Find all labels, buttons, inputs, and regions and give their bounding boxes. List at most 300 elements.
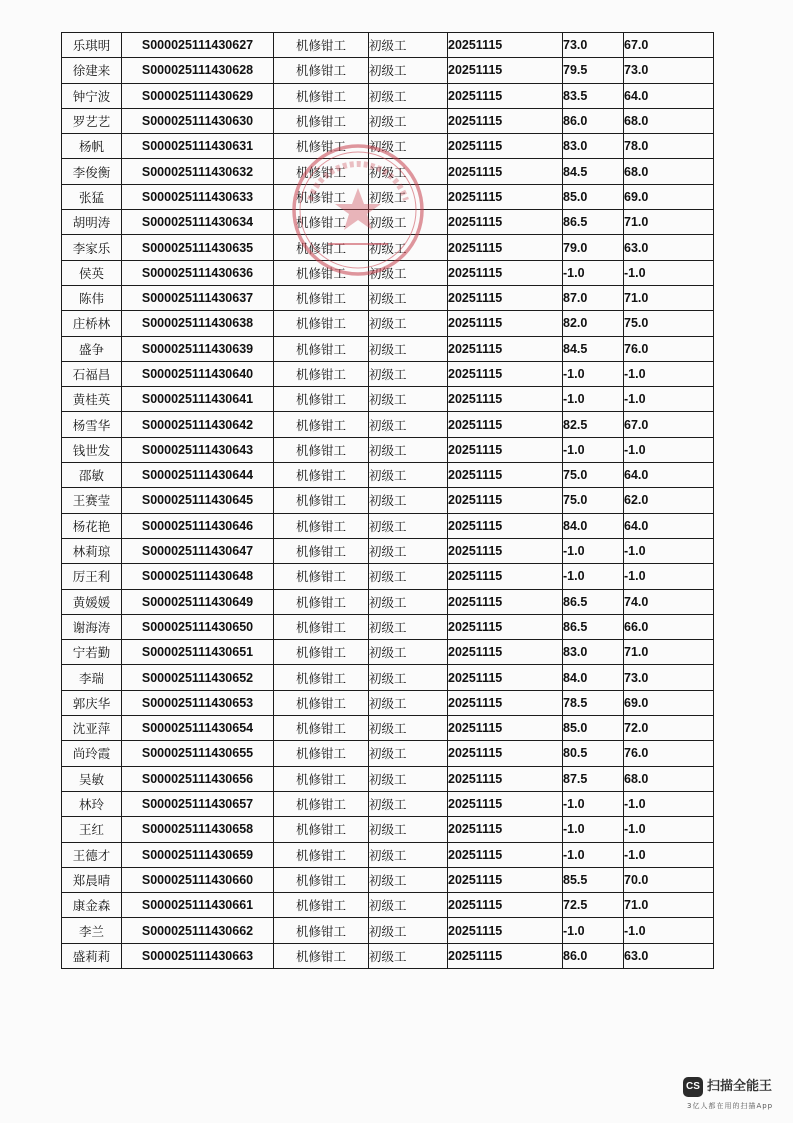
table-row bbox=[62, 918, 714, 943]
table-row bbox=[62, 867, 714, 892]
table-row bbox=[62, 260, 714, 285]
score-1-cell: 86.5 bbox=[563, 210, 624, 235]
level-cell: 初级工 bbox=[369, 918, 448, 943]
exam-date-cell: 20251115 bbox=[448, 463, 563, 488]
exam-id-cell: S000025111430661 bbox=[122, 893, 274, 918]
exam-date-cell: 20251115 bbox=[448, 690, 563, 715]
occupation-cell: 机修钳工 bbox=[274, 437, 369, 462]
exam-id-cell: S000025111430632 bbox=[122, 159, 274, 184]
occupation-cell: 机修钳工 bbox=[274, 260, 369, 285]
table-row bbox=[62, 108, 714, 133]
score-1-cell: 79.0 bbox=[563, 235, 624, 260]
name-cell: 李瑞 bbox=[62, 665, 122, 690]
exam-date-cell: 20251115 bbox=[448, 766, 563, 791]
score-2-cell: 70.0 bbox=[624, 867, 714, 892]
level-cell: 初级工 bbox=[369, 513, 448, 538]
score-2-cell: -1.0 bbox=[624, 361, 714, 386]
exam-id-cell: S000025111430627 bbox=[122, 33, 274, 58]
exam-id-cell: S000025111430663 bbox=[122, 943, 274, 968]
cs-scanner-logo-icon: CS bbox=[683, 1077, 703, 1097]
table-row bbox=[62, 893, 714, 918]
score-2-cell: -1.0 bbox=[624, 538, 714, 563]
score-2-cell: 76.0 bbox=[624, 336, 714, 361]
table-row bbox=[62, 564, 714, 589]
exam-id-cell: S000025111430642 bbox=[122, 412, 274, 437]
exam-date-cell: 20251115 bbox=[448, 893, 563, 918]
score-2-cell: -1.0 bbox=[624, 387, 714, 412]
occupation-cell: 机修钳工 bbox=[274, 108, 369, 133]
exam-id-cell: S000025111430628 bbox=[122, 58, 274, 83]
exam-date-cell: 20251115 bbox=[448, 488, 563, 513]
scanner-app-slogan: 3亿人都在用的扫描App bbox=[687, 1102, 774, 1110]
score-1-cell: -1.0 bbox=[563, 918, 624, 943]
score-1-cell: 87.5 bbox=[563, 766, 624, 791]
score-1-cell: -1.0 bbox=[563, 817, 624, 842]
exam-date-cell: 20251115 bbox=[448, 791, 563, 816]
exam-id-cell: S000025111430652 bbox=[122, 665, 274, 690]
table-row bbox=[62, 488, 714, 513]
score-1-cell: -1.0 bbox=[563, 437, 624, 462]
score-1-cell: 73.0 bbox=[563, 33, 624, 58]
occupation-cell: 机修钳工 bbox=[274, 640, 369, 665]
results-table bbox=[61, 32, 714, 969]
level-cell: 初级工 bbox=[369, 716, 448, 741]
exam-id-cell: S000025111430629 bbox=[122, 83, 274, 108]
exam-id-cell: S000025111430650 bbox=[122, 614, 274, 639]
exam-date-cell: 20251115 bbox=[448, 33, 563, 58]
table-row bbox=[62, 842, 714, 867]
table-row bbox=[62, 235, 714, 260]
score-1-cell: -1.0 bbox=[563, 842, 624, 867]
score-2-cell: 76.0 bbox=[624, 741, 714, 766]
table-row bbox=[62, 690, 714, 715]
occupation-cell: 机修钳工 bbox=[274, 893, 369, 918]
occupation-cell: 机修钳工 bbox=[274, 589, 369, 614]
name-cell: 李兰 bbox=[62, 918, 122, 943]
exam-id-cell: S000025111430634 bbox=[122, 210, 274, 235]
occupation-cell: 机修钳工 bbox=[274, 412, 369, 437]
level-cell: 初级工 bbox=[369, 159, 448, 184]
occupation-cell: 机修钳工 bbox=[274, 285, 369, 310]
exam-id-cell: S000025111430630 bbox=[122, 108, 274, 133]
name-cell: 黄媛媛 bbox=[62, 589, 122, 614]
exam-id-cell: S000025111430657 bbox=[122, 791, 274, 816]
name-cell: 郭庆华 bbox=[62, 690, 122, 715]
score-1-cell: -1.0 bbox=[563, 791, 624, 816]
occupation-cell: 机修钳工 bbox=[274, 488, 369, 513]
exam-id-cell: S000025111430646 bbox=[122, 513, 274, 538]
table-row bbox=[62, 766, 714, 791]
score-1-cell: 79.5 bbox=[563, 58, 624, 83]
name-cell: 尚玲霞 bbox=[62, 741, 122, 766]
exam-date-cell: 20251115 bbox=[448, 716, 563, 741]
score-2-cell: 66.0 bbox=[624, 614, 714, 639]
table-row bbox=[62, 943, 714, 968]
level-cell: 初级工 bbox=[369, 791, 448, 816]
score-1-cell: 80.5 bbox=[563, 741, 624, 766]
occupation-cell: 机修钳工 bbox=[274, 387, 369, 412]
table-row bbox=[62, 538, 714, 563]
score-2-cell: 64.0 bbox=[624, 83, 714, 108]
name-cell: 侯英 bbox=[62, 260, 122, 285]
exam-date-cell: 20251115 bbox=[448, 387, 563, 412]
score-1-cell: 78.5 bbox=[563, 690, 624, 715]
exam-id-cell: S000025111430644 bbox=[122, 463, 274, 488]
level-cell: 初级工 bbox=[369, 387, 448, 412]
table-row bbox=[62, 665, 714, 690]
exam-date-cell: 20251115 bbox=[448, 412, 563, 437]
level-cell: 初级工 bbox=[369, 33, 448, 58]
exam-id-cell: S000025111430655 bbox=[122, 741, 274, 766]
exam-date-cell: 20251115 bbox=[448, 918, 563, 943]
exam-date-cell: 20251115 bbox=[448, 640, 563, 665]
level-cell: 初级工 bbox=[369, 463, 448, 488]
name-cell: 杨帆 bbox=[62, 134, 122, 159]
level-cell: 初级工 bbox=[369, 184, 448, 209]
level-cell: 初级工 bbox=[369, 614, 448, 639]
occupation-cell: 机修钳工 bbox=[274, 361, 369, 386]
name-cell: 庄桥林 bbox=[62, 311, 122, 336]
score-1-cell: 85.0 bbox=[563, 184, 624, 209]
exam-date-cell: 20251115 bbox=[448, 817, 563, 842]
score-1-cell: -1.0 bbox=[563, 387, 624, 412]
name-cell: 王红 bbox=[62, 817, 122, 842]
exam-id-cell: S000025111430637 bbox=[122, 285, 274, 310]
score-2-cell: 68.0 bbox=[624, 159, 714, 184]
exam-id-cell: S000025111430639 bbox=[122, 336, 274, 361]
table-row bbox=[62, 513, 714, 538]
name-cell: 厉王利 bbox=[62, 564, 122, 589]
table-row bbox=[62, 741, 714, 766]
exam-date-cell: 20251115 bbox=[448, 210, 563, 235]
table-row bbox=[62, 210, 714, 235]
occupation-cell: 机修钳工 bbox=[274, 690, 369, 715]
exam-date-cell: 20251115 bbox=[448, 437, 563, 462]
exam-id-cell: S000025111430649 bbox=[122, 589, 274, 614]
score-2-cell: 68.0 bbox=[624, 108, 714, 133]
score-2-cell: -1.0 bbox=[624, 791, 714, 816]
score-2-cell: 73.0 bbox=[624, 665, 714, 690]
score-1-cell: 83.0 bbox=[563, 134, 624, 159]
occupation-cell: 机修钳工 bbox=[274, 184, 369, 209]
exam-date-cell: 20251115 bbox=[448, 867, 563, 892]
score-1-cell: 84.0 bbox=[563, 665, 624, 690]
exam-id-cell: S000025111430648 bbox=[122, 564, 274, 589]
table-row bbox=[62, 285, 714, 310]
name-cell: 康金森 bbox=[62, 893, 122, 918]
occupation-cell: 机修钳工 bbox=[274, 235, 369, 260]
name-cell: 李家乐 bbox=[62, 235, 122, 260]
occupation-cell: 机修钳工 bbox=[274, 513, 369, 538]
name-cell: 沈亚萍 bbox=[62, 716, 122, 741]
exam-date-cell: 20251115 bbox=[448, 538, 563, 563]
level-cell: 初级工 bbox=[369, 665, 448, 690]
score-2-cell: 64.0 bbox=[624, 513, 714, 538]
level-cell: 初级工 bbox=[369, 538, 448, 563]
occupation-cell: 机修钳工 bbox=[274, 918, 369, 943]
name-cell: 邵敏 bbox=[62, 463, 122, 488]
exam-date-cell: 20251115 bbox=[448, 83, 563, 108]
level-cell: 初级工 bbox=[369, 58, 448, 83]
score-1-cell: 85.0 bbox=[563, 716, 624, 741]
name-cell: 谢海涛 bbox=[62, 614, 122, 639]
score-1-cell: 75.0 bbox=[563, 463, 624, 488]
exam-date-cell: 20251115 bbox=[448, 260, 563, 285]
occupation-cell: 机修钳工 bbox=[274, 159, 369, 184]
name-cell: 钱世发 bbox=[62, 437, 122, 462]
exam-date-cell: 20251115 bbox=[448, 589, 563, 614]
level-cell: 初级工 bbox=[369, 83, 448, 108]
score-2-cell: 69.0 bbox=[624, 690, 714, 715]
score-1-cell: -1.0 bbox=[563, 564, 624, 589]
exam-id-cell: S000025111430659 bbox=[122, 842, 274, 867]
score-2-cell: 71.0 bbox=[624, 285, 714, 310]
level-cell: 初级工 bbox=[369, 817, 448, 842]
occupation-cell: 机修钳工 bbox=[274, 791, 369, 816]
exam-date-cell: 20251115 bbox=[448, 665, 563, 690]
occupation-cell: 机修钳工 bbox=[274, 766, 369, 791]
exam-id-cell: S000025111430636 bbox=[122, 260, 274, 285]
level-cell: 初级工 bbox=[369, 311, 448, 336]
name-cell: 杨雪华 bbox=[62, 412, 122, 437]
level-cell: 初级工 bbox=[369, 260, 448, 285]
occupation-cell: 机修钳工 bbox=[274, 665, 369, 690]
name-cell: 吴敏 bbox=[62, 766, 122, 791]
name-cell: 乐琪明 bbox=[62, 33, 122, 58]
score-2-cell: 67.0 bbox=[624, 412, 714, 437]
score-2-cell: 71.0 bbox=[624, 210, 714, 235]
score-2-cell: 73.0 bbox=[624, 58, 714, 83]
exam-date-cell: 20251115 bbox=[448, 614, 563, 639]
level-cell: 初级工 bbox=[369, 488, 448, 513]
score-1-cell: 86.0 bbox=[563, 943, 624, 968]
level-cell: 初级工 bbox=[369, 564, 448, 589]
name-cell: 钟宁波 bbox=[62, 83, 122, 108]
occupation-cell: 机修钳工 bbox=[274, 83, 369, 108]
table-row bbox=[62, 311, 714, 336]
exam-date-cell: 20251115 bbox=[448, 361, 563, 386]
level-cell: 初级工 bbox=[369, 766, 448, 791]
score-1-cell: 82.0 bbox=[563, 311, 624, 336]
results-table-body bbox=[62, 33, 714, 969]
level-cell: 初级工 bbox=[369, 437, 448, 462]
exam-date-cell: 20251115 bbox=[448, 235, 563, 260]
score-2-cell: -1.0 bbox=[624, 918, 714, 943]
occupation-cell: 机修钳工 bbox=[274, 943, 369, 968]
score-2-cell: 72.0 bbox=[624, 716, 714, 741]
name-cell: 张猛 bbox=[62, 184, 122, 209]
exam-id-cell: S000025111430641 bbox=[122, 387, 274, 412]
exam-date-cell: 20251115 bbox=[448, 943, 563, 968]
level-cell: 初级工 bbox=[369, 741, 448, 766]
table-row bbox=[62, 463, 714, 488]
exam-date-cell: 20251115 bbox=[448, 311, 563, 336]
name-cell: 黄桂英 bbox=[62, 387, 122, 412]
level-cell: 初级工 bbox=[369, 842, 448, 867]
level-cell: 初级工 bbox=[369, 943, 448, 968]
level-cell: 初级工 bbox=[369, 690, 448, 715]
occupation-cell: 机修钳工 bbox=[274, 842, 369, 867]
exam-id-cell: S000025111430631 bbox=[122, 134, 274, 159]
table-row bbox=[62, 159, 714, 184]
score-2-cell: 62.0 bbox=[624, 488, 714, 513]
exam-id-cell: S000025111430654 bbox=[122, 716, 274, 741]
table-row bbox=[62, 640, 714, 665]
occupation-cell: 机修钳工 bbox=[274, 564, 369, 589]
exam-date-cell: 20251115 bbox=[448, 741, 563, 766]
exam-date-cell: 20251115 bbox=[448, 513, 563, 538]
exam-date-cell: 20251115 bbox=[448, 336, 563, 361]
score-1-cell: 87.0 bbox=[563, 285, 624, 310]
score-2-cell: -1.0 bbox=[624, 260, 714, 285]
exam-id-cell: S000025111430645 bbox=[122, 488, 274, 513]
exam-date-cell: 20251115 bbox=[448, 184, 563, 209]
table-row bbox=[62, 412, 714, 437]
occupation-cell: 机修钳工 bbox=[274, 210, 369, 235]
level-cell: 初级工 bbox=[369, 285, 448, 310]
score-1-cell: 84.0 bbox=[563, 513, 624, 538]
name-cell: 陈伟 bbox=[62, 285, 122, 310]
level-cell: 初级工 bbox=[369, 640, 448, 665]
exam-id-cell: S000025111430638 bbox=[122, 311, 274, 336]
score-2-cell: 67.0 bbox=[624, 33, 714, 58]
name-cell: 王德才 bbox=[62, 842, 122, 867]
occupation-cell: 机修钳工 bbox=[274, 311, 369, 336]
exam-date-cell: 20251115 bbox=[448, 564, 563, 589]
name-cell: 宁若勤 bbox=[62, 640, 122, 665]
exam-id-cell: S000025111430633 bbox=[122, 184, 274, 209]
name-cell: 林莉琼 bbox=[62, 538, 122, 563]
scanner-app-name: 扫描全能王 bbox=[707, 1079, 773, 1094]
table-row bbox=[62, 361, 714, 386]
level-cell: 初级工 bbox=[369, 412, 448, 437]
name-cell: 盛争 bbox=[62, 336, 122, 361]
score-2-cell: 63.0 bbox=[624, 235, 714, 260]
score-1-cell: 84.5 bbox=[563, 159, 624, 184]
occupation-cell: 机修钳工 bbox=[274, 614, 369, 639]
score-2-cell: -1.0 bbox=[624, 437, 714, 462]
level-cell: 初级工 bbox=[369, 210, 448, 235]
score-1-cell: 75.0 bbox=[563, 488, 624, 513]
scanner-watermark bbox=[683, 1077, 783, 1113]
score-1-cell: 72.5 bbox=[563, 893, 624, 918]
score-2-cell: 78.0 bbox=[624, 134, 714, 159]
level-cell: 初级工 bbox=[369, 235, 448, 260]
table-row bbox=[62, 83, 714, 108]
exam-date-cell: 20251115 bbox=[448, 285, 563, 310]
exam-id-cell: S000025111430635 bbox=[122, 235, 274, 260]
exam-date-cell: 20251115 bbox=[448, 58, 563, 83]
score-2-cell: 68.0 bbox=[624, 766, 714, 791]
exam-id-cell: S000025111430653 bbox=[122, 690, 274, 715]
score-1-cell: 83.5 bbox=[563, 83, 624, 108]
exam-id-cell: S000025111430660 bbox=[122, 867, 274, 892]
exam-id-cell: S000025111430647 bbox=[122, 538, 274, 563]
name-cell: 盛莉莉 bbox=[62, 943, 122, 968]
score-1-cell: 85.5 bbox=[563, 867, 624, 892]
occupation-cell: 机修钳工 bbox=[274, 817, 369, 842]
table-row bbox=[62, 58, 714, 83]
score-2-cell: 63.0 bbox=[624, 943, 714, 968]
table-row bbox=[62, 336, 714, 361]
level-cell: 初级工 bbox=[369, 336, 448, 361]
level-cell: 初级工 bbox=[369, 134, 448, 159]
exam-id-cell: S000025111430662 bbox=[122, 918, 274, 943]
level-cell: 初级工 bbox=[369, 867, 448, 892]
score-1-cell: 86.0 bbox=[563, 108, 624, 133]
level-cell: 初级工 bbox=[369, 589, 448, 614]
name-cell: 罗艺艺 bbox=[62, 108, 122, 133]
score-1-cell: 86.5 bbox=[563, 589, 624, 614]
name-cell: 李俊衡 bbox=[62, 159, 122, 184]
score-1-cell: 82.5 bbox=[563, 412, 624, 437]
occupation-cell: 机修钳工 bbox=[274, 538, 369, 563]
name-cell: 郑晨晴 bbox=[62, 867, 122, 892]
exam-id-cell: S000025111430656 bbox=[122, 766, 274, 791]
score-2-cell: 71.0 bbox=[624, 640, 714, 665]
score-2-cell: 71.0 bbox=[624, 893, 714, 918]
score-2-cell: -1.0 bbox=[624, 564, 714, 589]
exam-date-cell: 20251115 bbox=[448, 159, 563, 184]
exam-date-cell: 20251115 bbox=[448, 108, 563, 133]
table-row bbox=[62, 134, 714, 159]
exam-id-cell: S000025111430651 bbox=[122, 640, 274, 665]
name-cell: 王赛莹 bbox=[62, 488, 122, 513]
occupation-cell: 机修钳工 bbox=[274, 58, 369, 83]
occupation-cell: 机修钳工 bbox=[274, 33, 369, 58]
level-cell: 初级工 bbox=[369, 361, 448, 386]
exam-id-cell: S000025111430643 bbox=[122, 437, 274, 462]
exam-id-cell: S000025111430640 bbox=[122, 361, 274, 386]
score-2-cell: 74.0 bbox=[624, 589, 714, 614]
occupation-cell: 机修钳工 bbox=[274, 867, 369, 892]
level-cell: 初级工 bbox=[369, 108, 448, 133]
name-cell: 林玲 bbox=[62, 791, 122, 816]
occupation-cell: 机修钳工 bbox=[274, 463, 369, 488]
name-cell: 杨花艳 bbox=[62, 513, 122, 538]
occupation-cell: 机修钳工 bbox=[274, 716, 369, 741]
exam-date-cell: 20251115 bbox=[448, 842, 563, 867]
score-1-cell: -1.0 bbox=[563, 260, 624, 285]
table-row bbox=[62, 716, 714, 741]
score-1-cell: 84.5 bbox=[563, 336, 624, 361]
exam-id-cell: S000025111430658 bbox=[122, 817, 274, 842]
level-cell: 初级工 bbox=[369, 893, 448, 918]
table-row bbox=[62, 387, 714, 412]
score-1-cell: -1.0 bbox=[563, 361, 624, 386]
score-2-cell: 75.0 bbox=[624, 311, 714, 336]
score-2-cell: -1.0 bbox=[624, 842, 714, 867]
table-row bbox=[62, 589, 714, 614]
table-row bbox=[62, 437, 714, 462]
name-cell: 徐建来 bbox=[62, 58, 122, 83]
occupation-cell: 机修钳工 bbox=[274, 741, 369, 766]
table-row bbox=[62, 184, 714, 209]
exam-date-cell: 20251115 bbox=[448, 134, 563, 159]
score-2-cell: -1.0 bbox=[624, 817, 714, 842]
score-1-cell: -1.0 bbox=[563, 538, 624, 563]
table-row bbox=[62, 791, 714, 816]
name-cell: 胡明涛 bbox=[62, 210, 122, 235]
occupation-cell: 机修钳工 bbox=[274, 134, 369, 159]
table-row bbox=[62, 817, 714, 842]
score-2-cell: 64.0 bbox=[624, 463, 714, 488]
score-1-cell: 83.0 bbox=[563, 640, 624, 665]
table-row bbox=[62, 33, 714, 58]
table-row bbox=[62, 614, 714, 639]
occupation-cell: 机修钳工 bbox=[274, 336, 369, 361]
score-2-cell: 69.0 bbox=[624, 184, 714, 209]
